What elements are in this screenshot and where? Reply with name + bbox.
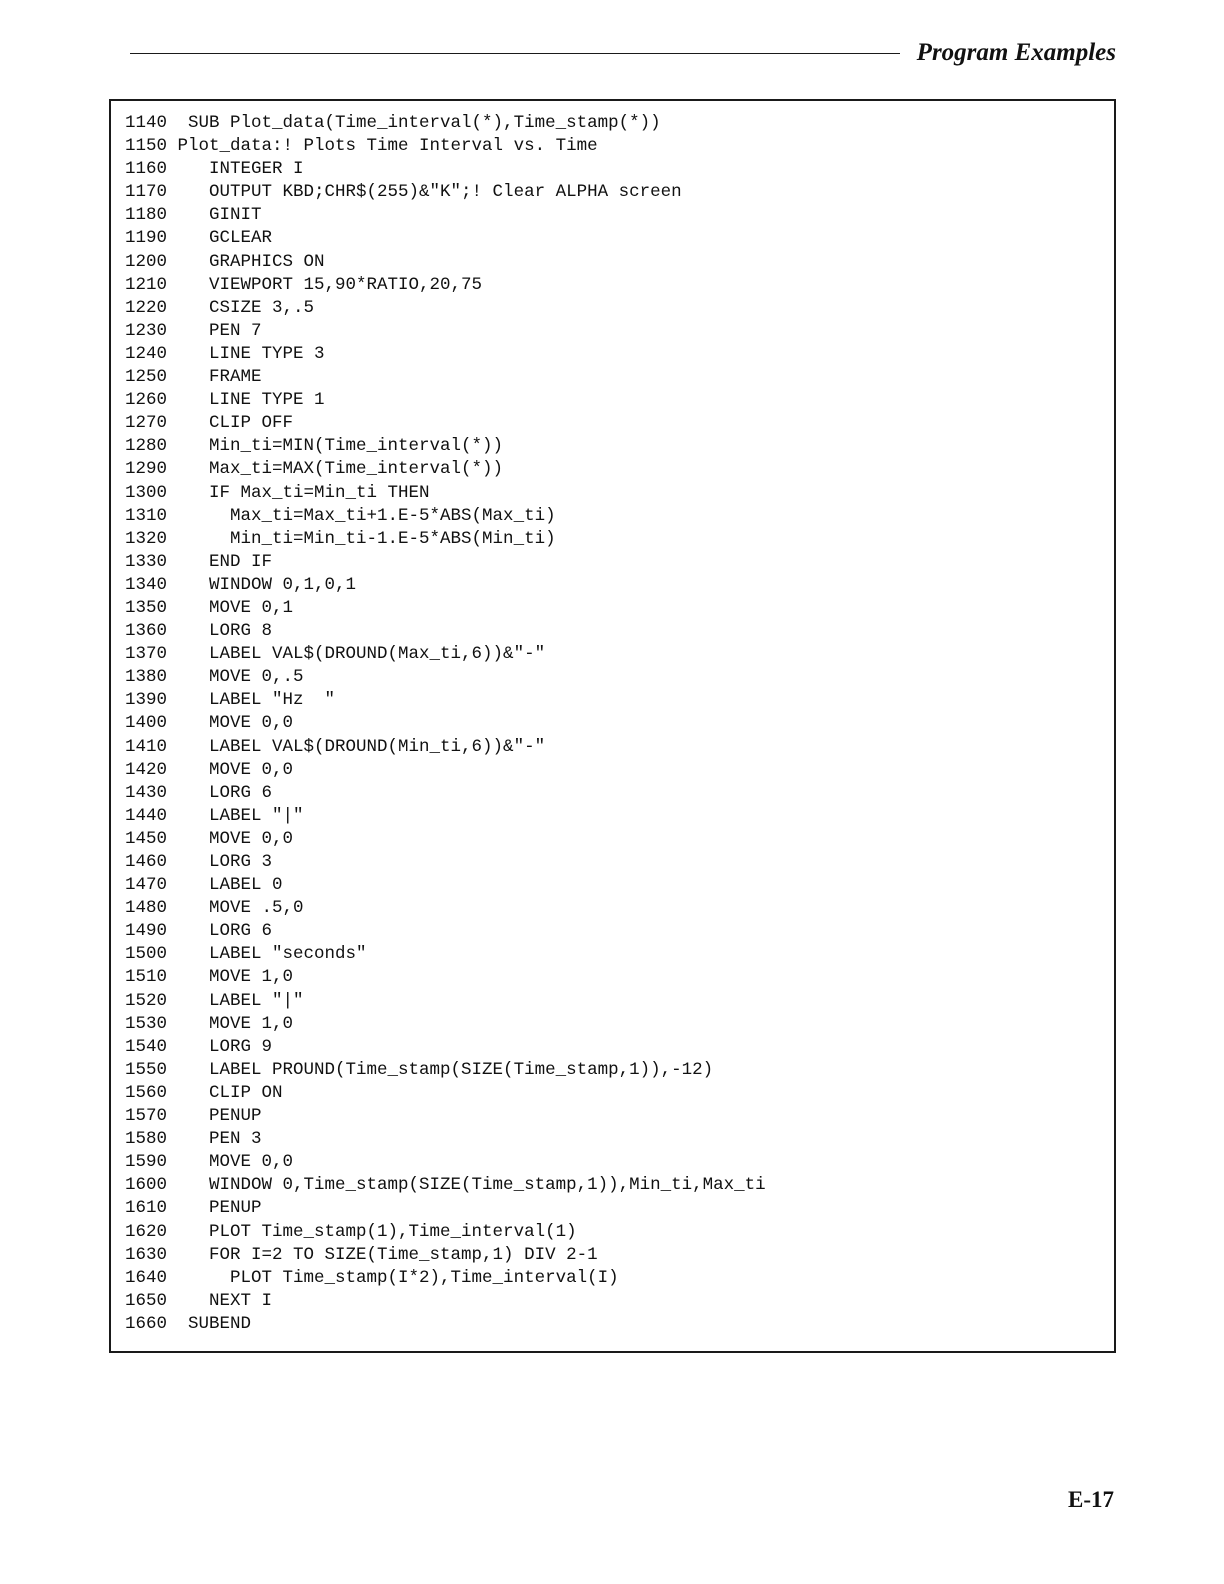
code-line: 1150 Plot_data:! Plots Time Interval vs. Time: [125, 136, 598, 157]
code-listing: [125, 112, 766, 1336]
code-line: 1420 MOVE 0,0: [125, 759, 294, 780]
code-line: 1140 SUB Plot_data(Time_interval(*),Time_stamp(*)): [125, 113, 661, 133]
code-line: 1490 LORG 6: [125, 921, 273, 942]
code-line: 1410 LABEL VAL$(DROUND(Min_ti,6))&"-": [125, 736, 546, 757]
code-line: 1540 LORG 9: [125, 1036, 273, 1057]
header-rule: [130, 53, 900, 54]
code-line: 1250 FRAME: [125, 367, 262, 388]
code-line: 1520 LABEL "|": [125, 990, 304, 1011]
code-line: 1460 LORG 3: [125, 852, 273, 872]
code-listing-box: [109, 99, 1116, 1353]
code-line: 1480 MOVE .5,0: [125, 898, 304, 919]
code-line: 1270 CLIP OFF: [125, 413, 294, 434]
code-line: 1400 MOVE 0,0: [125, 713, 294, 734]
code-line: 1170 OUTPUT KBD;CHR$(255)&"K";! Clear ALPHA screen: [125, 182, 682, 203]
code-line: 1310 Max_ti=Max_ti+1.E-5*ABS(Max_ti): [125, 505, 556, 526]
code-line: 1590 MOVE 0,0: [125, 1152, 294, 1173]
code-line: 1580 PEN 3: [125, 1129, 262, 1150]
code-line: 1600 WINDOW 0,Time_stamp(SIZE(Time_stamp,1)),Min_ti,Max_ti: [125, 1175, 766, 1196]
code-line: 1160 INTEGER I: [125, 159, 304, 180]
code-line: 1320 Min_ti=Min_ti-1.E-5*ABS(Min_ti): [125, 528, 556, 549]
code-line: 1280 Min_ti=MIN(Time_interval(*)): [125, 436, 504, 457]
code-line: 1430 LORG 6: [125, 782, 273, 803]
code-line: 1530 MOVE 1,0: [125, 1013, 294, 1034]
code-line: 1290 Max_ti=MAX(Time_interval(*)): [125, 459, 504, 480]
code-line: 1500 LABEL "seconds": [125, 944, 367, 965]
code-line: 1220 CSIZE 3,.5: [125, 297, 315, 318]
code-line: 1630 FOR I=2 TO SIZE(Time_stamp,1) DIV 2-1: [125, 1244, 598, 1265]
page-header-title: Program Examples: [916, 39, 1116, 66]
code-line: 1640 PLOT Time_stamp(I*2),Time_interval(I): [125, 1267, 619, 1288]
code-line: 1510 MOVE 1,0: [125, 967, 294, 988]
code-line: 1660 SUBEND: [125, 1313, 252, 1334]
code-line: 1360 LORG 8: [125, 621, 273, 642]
code-line: 1180 GINIT: [125, 205, 262, 226]
code-line: 1440 LABEL "|": [125, 805, 304, 826]
code-line: 1370 LABEL VAL$(DROUND(Max_ti,6))&"-": [125, 644, 546, 665]
code-line: 1300 IF Max_ti=Min_ti THEN: [125, 482, 430, 503]
code-line: 1230 PEN 7: [125, 320, 262, 341]
code-line: 1560 CLIP ON: [125, 1082, 283, 1103]
code-line: 1260 LINE TYPE 1: [125, 390, 325, 411]
code-line: 1200 GRAPHICS ON: [125, 251, 325, 272]
code-line: 1620 PLOT Time_stamp(1),Time_interval(1): [125, 1221, 577, 1242]
code-line: 1550 LABEL PROUND(Time_stamp(SIZE(Time_stamp,1)),-12): [125, 1059, 714, 1080]
code-line: 1190 GCLEAR: [125, 228, 273, 249]
code-line: 1330 END IF: [125, 551, 273, 572]
code-line: 1380 MOVE 0,.5: [125, 667, 304, 688]
code-line: 1610 PENUP: [125, 1198, 262, 1219]
code-line: 1470 LABEL 0: [125, 875, 283, 896]
code-line: 1350 MOVE 0,1: [125, 597, 294, 618]
code-line: 1450 MOVE 0,0: [125, 828, 294, 849]
page-number: E-17: [1068, 1487, 1114, 1512]
code-line: 1340 WINDOW 0,1,0,1: [125, 574, 357, 595]
code-line: 1240 LINE TYPE 3: [125, 343, 325, 364]
code-line: 1210 VIEWPORT 15,90*RATIO,20,75: [125, 274, 483, 295]
code-line: 1390 LABEL "Hz ": [125, 690, 336, 711]
code-line: 1650 NEXT I: [125, 1290, 273, 1311]
code-line: 1570 PENUP: [125, 1106, 262, 1127]
